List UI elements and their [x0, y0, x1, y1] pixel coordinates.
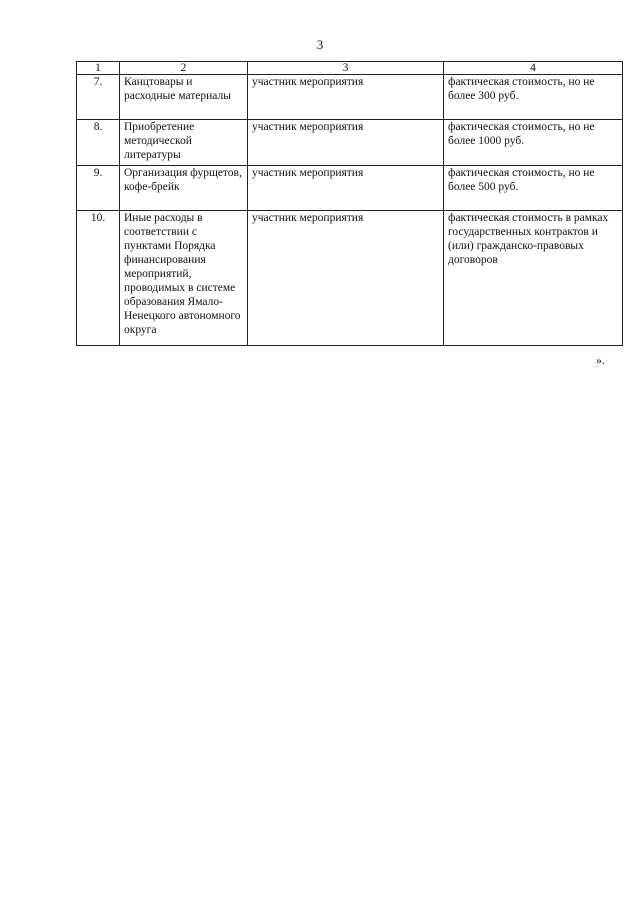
column-header: 1 — [77, 62, 120, 75]
expense-recipient: участник мероприятия — [248, 120, 444, 166]
expense-recipient: участник мероприятия — [248, 166, 444, 211]
expense-name: Канцтовары и расходные материалы — [120, 75, 248, 120]
table-row — [77, 211, 623, 346]
row-number: 10. — [77, 211, 120, 346]
column-header: 3 — [248, 62, 444, 75]
table-row — [77, 166, 623, 211]
expense-cost: фактическая стоимость в рамках государственных контрактов и (или) гражданско-правовых договоров — [444, 211, 623, 346]
expense-name: Организация фурщетов, кофе-брейк — [120, 166, 248, 211]
expense-name: Приобретение методической литературы — [120, 120, 248, 166]
expense-cost: фактическая стоимость, но не более 1000 руб. — [444, 120, 623, 166]
closing-quote-mark: ». — [596, 353, 605, 367]
page-number: 3 — [316, 37, 324, 52]
expenses-table — [76, 61, 623, 346]
expense-recipient: участник мероприятия — [248, 211, 444, 346]
column-header: 2 — [120, 62, 248, 75]
table-row — [77, 120, 623, 166]
row-number: 9. — [77, 166, 120, 211]
expense-recipient: участник мероприятия — [248, 75, 444, 120]
row-number: 8. — [77, 120, 120, 166]
row-number: 7. — [77, 75, 120, 120]
column-header: 4 — [444, 62, 623, 75]
expense-name: Иные расходы в соответствии с пунктами Порядка финансирования мероприятий, проводимых в системе образования Ямало-Ненецкого автономного округа — [120, 211, 248, 346]
expense-cost: фактическая стоимость, но не более 500 руб. — [444, 166, 623, 211]
expense-cost: фактическая стоимость, но не более 300 руб. — [444, 75, 623, 120]
table-row — [77, 75, 623, 120]
table-header-row — [77, 62, 623, 75]
